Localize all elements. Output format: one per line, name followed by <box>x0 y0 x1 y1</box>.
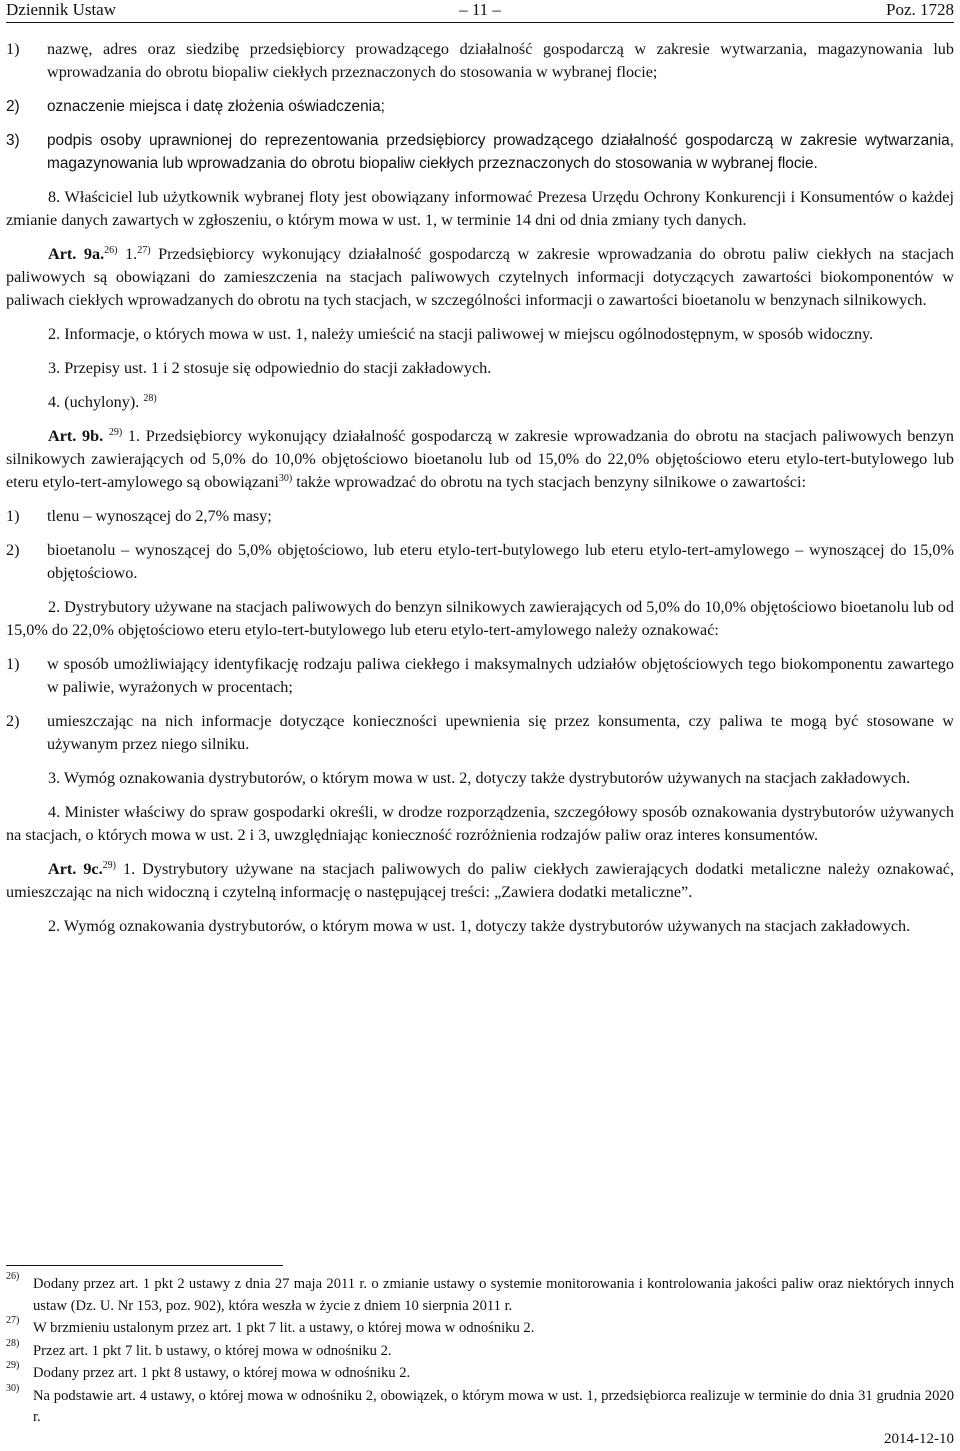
article-text: Przedsiębiorcy wykonujący działalność gospodarczą w zakresie wprowadzania do obrotu paliw ciekłych na stacjach paliwowych są obowiązani do zamieszczenia na stacjach paliwowych czytelnych informacji dotyczących zawartości biokomponentów w paliwach ciekłych wprowadzanych do obrotu na tych stacjach, w szczególności informacji o zawartości bioetanolu w benzynach silnikowych. <box>6 245 955 309</box>
article-text: także wprowadzać do obrotu na tych stacjach benzyny silnikowe o zawartości: <box>292 473 806 491</box>
list-item-number: 1) <box>6 655 20 673</box>
list-item <box>6 710 954 756</box>
footnote <box>6 1337 954 1363</box>
list-item-text: tlenu – wynoszącej do 2,7% masy; <box>47 507 272 525</box>
page-number: – 11 – <box>459 0 501 19</box>
article-9a-paragraph-3: 3. Przepisy ust. 1 i 2 stosuje się odpowiednio do stacji zakładowych. <box>48 359 492 377</box>
article-9a-paragraph-4 <box>6 391 954 414</box>
article-9b-paragraph-2: 2. Dystrybutory używane na stacjach paliwowych do benzyn silnikowych zawierających od 5,0% do 10,0% objętościowo bioetanolu lub od 15,0% do 22,0% objętościowo eteru etylo-tert-butylowego lub eteru etylo-tert-amylowego należy oznakować: <box>6 598 954 639</box>
list-item-number: 1) <box>6 507 20 525</box>
list-item-number: 2) <box>6 541 20 559</box>
article-9a-paragraph-2: 2. Informacje, o których mowa w ust. 1, należy umieścić na stacji paliwowej w miejscu ogólnodostępnym, w sposób widoczny. <box>48 325 874 343</box>
list-item-number: 1) <box>6 40 20 58</box>
footnote-ref[interactable]: 30) <box>278 473 293 484</box>
list-item <box>6 539 954 585</box>
document-body <box>6 38 954 949</box>
list-item-text: bioetanolu – wynoszącej do 5,0% objętościowo, lub eteru etylo-tert-butylowego lub eteru etylo-tert-amylowego – wynoszącej do 15,0% objętościowo. <box>47 541 954 582</box>
page-header <box>6 0 954 23</box>
footnote-number: 28) <box>6 1337 20 1349</box>
list-item-text: w sposób umożliwiający identyfikację rodzaju paliwa ciekłego i maksymalnych udziałów objętościowych tego biokomponentu zawartego w paliwie, wyrażonych w procentach; <box>47 655 954 696</box>
publication-date: 2014-12-10 <box>884 1431 954 1447</box>
list-item-text: oznaczenie miejsca i datę złożenia oświadczenia; <box>47 98 385 115</box>
paragraph-text: 4. (uchylony). <box>48 393 140 411</box>
list-item <box>6 505 954 528</box>
list-item <box>6 653 954 699</box>
article-9c-paragraph-2: 2. Wymóg oznakowania dystrybutorów, o którym mowa w ust. 1, dotyczy także dystrybutorów używanych na stacjach zakładowych. <box>48 917 911 935</box>
position-number: Poz. 1728 <box>886 0 954 19</box>
footnote-number: 27) <box>6 1315 20 1326</box>
article-9b-paragraph-4: 4. Minister właściwy do spraw gospodarki określi, w drodze rozporządzenia, szczegółowy sposób oznakowania dystrybutorów używanych na stacjach, o których mowa w ust. 2 i 3, uwzględniając konieczność rozróżnienia rodzajów paliw oraz interes konsumentów. <box>6 803 954 844</box>
list-item-number: 2) <box>6 98 20 115</box>
footnote-text: Na podstawie art. 4 ustawy, o której mowa w odnośniku 2, obowiązek, o którym mowa w ust. 1, przedsiębiorca realizuje w terminie do dnia 31 grudnia 2020 r. <box>33 1387 954 1425</box>
article-9a-label: Art. 9a. <box>48 245 105 263</box>
footnote-ref[interactable]: 26) <box>104 245 118 256</box>
footnote <box>6 1315 954 1340</box>
footnote-text: Dodany przez art. 1 pkt 8 ustawy, o której mowa w odnośniku 2. <box>33 1365 411 1381</box>
footnote-text: Dodany przez art. 1 pkt 2 ustawy z dnia 27 maja 2011 r. o zmianie ustawy o systemie monitorowania i kontrolowania jakości paliw oraz niektórych innych ustaw (Dz. U. Nr 153, poz. 902), która weszła w życie z dniem 10 sierpnia 2011 r. <box>33 1276 954 1314</box>
footnote <box>6 1360 954 1385</box>
article-text: 1. Dystrybutory używane na stacjach paliwowych do paliw ciekłych zawierających dodatki metaliczne należy oznakować, umieszczając na nich widoczną i czytelną informację o następującej treści: „Zawiera dodatki metaliczne”. <box>6 860 954 901</box>
footnote-ref[interactable]: 28) <box>143 393 157 404</box>
list-item <box>6 129 954 175</box>
list-item-text: umieszczając na nich informacje dotyczące konieczności upewnienia się przez konsumenta, czy paliwa te mogą być stosowane w używanym przez niego silniku. <box>47 712 954 753</box>
list-item-number: 2) <box>6 712 20 730</box>
article-9c-label: Art. 9c. <box>48 860 103 878</box>
article-9b-paragraph-1 <box>6 425 954 494</box>
paragraph-number: 1. <box>117 245 138 263</box>
footnote-ref[interactable]: 27) <box>137 245 151 256</box>
paragraph-8: 8. Właściciel lub użytkownik wybranej floty jest obowiązany informować Prezesa Urzędu Ochrony Konkurencji i Konsumentów o każdej zmianie danych zawartych w zgłoszeniu, o którym mowa w ust. 1, w terminie 14 dni od dnia zmiany tych danych. <box>6 188 954 229</box>
article-9c-paragraph-1 <box>6 858 954 904</box>
article-9b-paragraph-3: 3. Wymóg oznakowania dystrybutorów, o którym mowa w ust. 2, dotyczy także dystrybutorów używanych na stacjach zakładowych. <box>48 769 911 787</box>
list-item-number: 3) <box>6 132 20 149</box>
footnote <box>6 1271 954 1317</box>
footnote-number: 26) <box>6 1271 20 1282</box>
footnote-divider <box>6 1265 283 1266</box>
footnote-number: 30) <box>6 1382 20 1394</box>
footnote-text: Przez art. 1 pkt 7 lit. b ustawy, o której mowa w odnośniku 2. <box>33 1342 392 1359</box>
list-item <box>6 95 954 118</box>
footnote-text: W brzmieniu ustalonym przez art. 1 pkt 7 lit. a ustawy, o której mowa w odnośniku 2. <box>33 1320 535 1336</box>
article-9b-label: Art. 9b. <box>48 427 104 445</box>
article-text: 1. Przedsiębiorcy wykonujący działalność gospodarczą w zakresie wprowadzania do obrotu na stacjach paliwowych benzyn silnikowych zawierających od 5,0% do 10,0% objętościowo bioetanolu lub od 15,0% do 22,0% objętościowo eteru etylo-tert-butylowego lub eteru etylo-tert-amylowego są obowiązani <box>6 427 954 491</box>
footnotes <box>6 1271 954 1430</box>
list-item <box>6 38 954 84</box>
footnote-ref[interactable]: 29) <box>108 427 123 438</box>
footnote-ref[interactable]: 29) <box>102 860 116 871</box>
footnote-number: 29) <box>6 1360 20 1371</box>
list-item-text: podpis osoby uprawnionej do reprezentowania przedsiębiorcy prowadzącego działalność gospodarczą w zakresie wytwarzania, magazynowania lub wprowadzania do obrotu biopaliw ciekłych przeznaczonych do stosowania w wybranej flocie. <box>47 132 954 172</box>
footnote <box>6 1382 954 1429</box>
journal-title: Dziennik Ustaw <box>6 0 117 19</box>
article-9a-paragraph-1 <box>6 243 954 312</box>
list-item-text: nazwę, adres oraz siedzibę przedsiębiorcy prowadzącego działalność gospodarczą w zakresie wytwarzania, magazynowania lub wprowadzania do obrotu biopaliw ciekłych przeznaczonych do stosowania w wybranej flocie; <box>47 40 954 81</box>
